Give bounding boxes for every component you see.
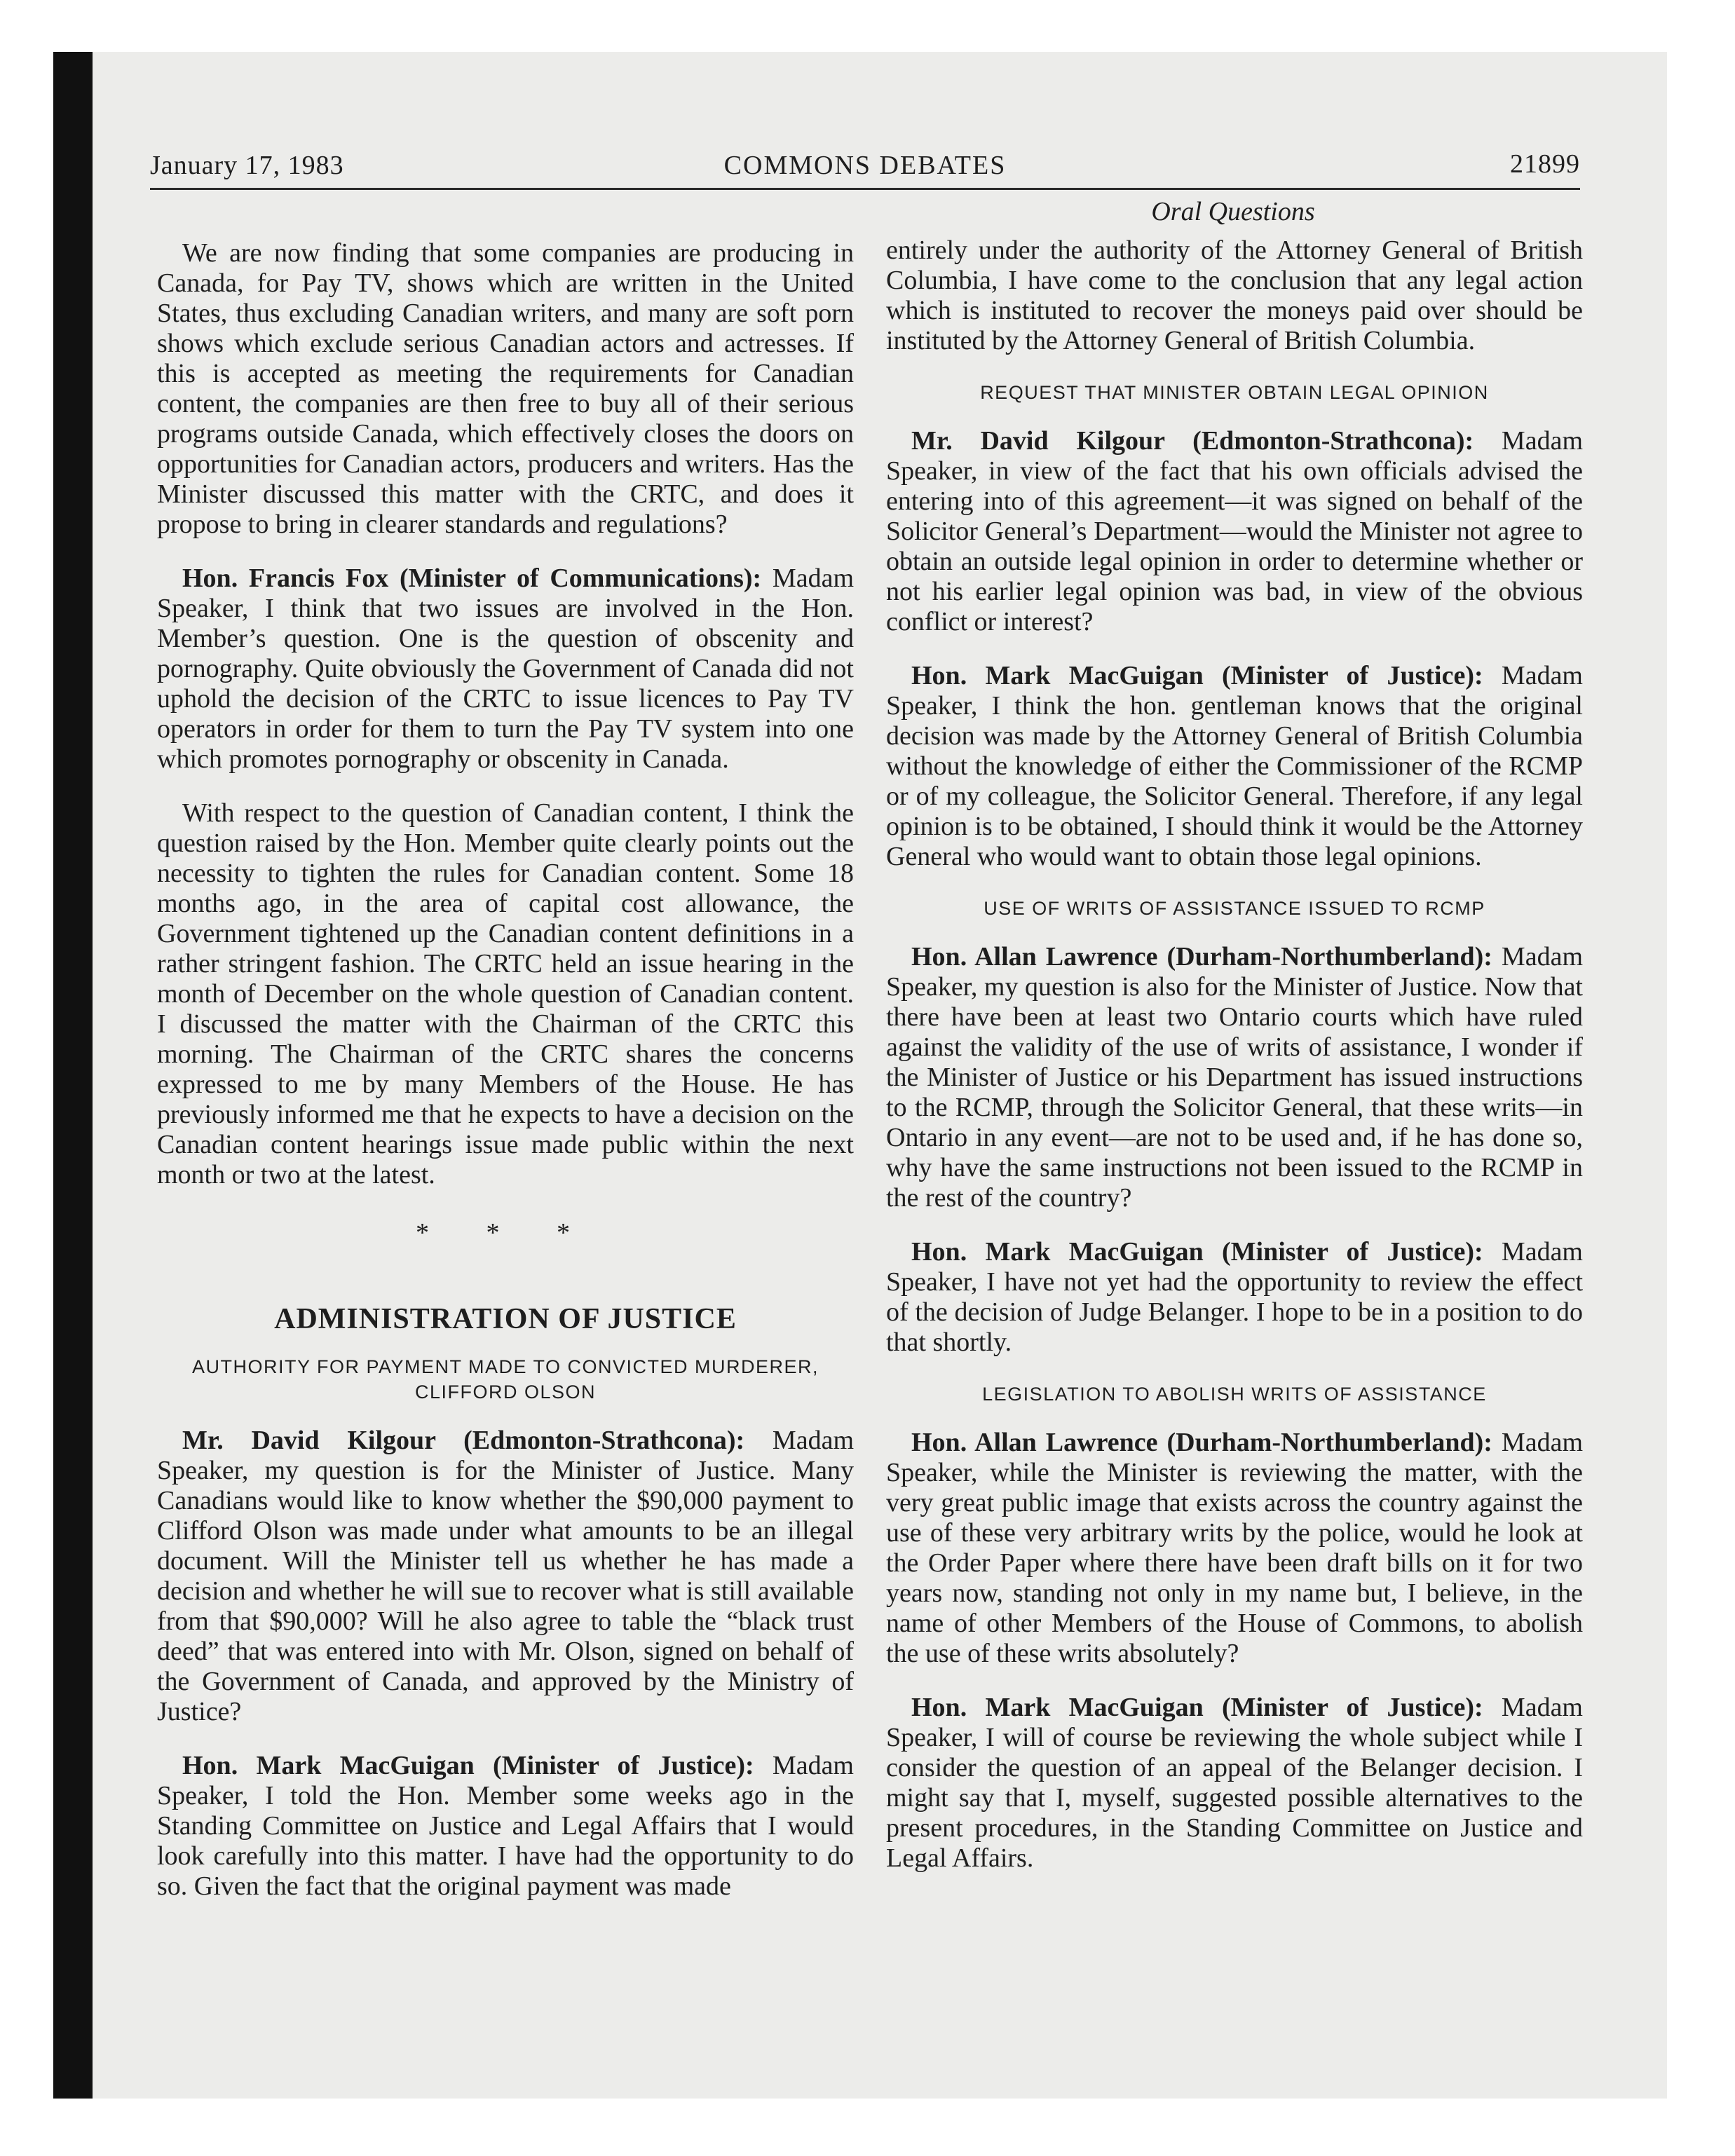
- speaker-name: Hon. Mark MacGuigan (Minister of Justice):: [182, 1751, 754, 1780]
- speech-text: Madam Speaker, my question is for the Minister of Justice. Many Canadians would like to know whether the $90,000 payment to Clifford Olson was made under what amounts to be an illegal document. Will the Minister tell us whether he has made a decision and whether he will sue to recover what is still available from that $90,000? Will he also agree to table the “black trust deed” that was entered into with Mr. Olson, signed on behalf of the Government of Canada, and approved by the Ministry of Justice?: [157, 1426, 854, 1726]
- speaker-name: Hon. Francis Fox (Minister of Communications):: [182, 564, 762, 593]
- scan-edge-bar: [53, 52, 93, 2099]
- paragraph: [886, 1428, 1583, 1669]
- speaker-name: Hon. Allan Lawrence (Durham-Northumberland):: [911, 1428, 1492, 1457]
- paragraph: [886, 661, 1583, 872]
- subheading: USE OF WRITS OF ASSISTANCE ISSUED TO RCMP: [984, 898, 1485, 919]
- speech-text: Madam Speaker, I think that two issues are involved in the Hon. Member’s question. One is the question of obscenity and pornography. Quite obviously the Government of Canada did not uphold the decision of the CRTC to issue licences to Pay TV operators in order for them to turn the Pay TV system into one which promotes pornography or obscenity in Canada.: [157, 564, 855, 774]
- speech-text: Madam Speaker, I think the hon. gentleman knows that the original decision was made by the Attorney General of British Columbia without the knowledge of either the Commissioner of the RCMP or of my colleague, the Solicitor General. Therefore, if any legal opinion is to be obtained, I should think it would be the Attorney General who would want to obtain those legal opinions.: [886, 661, 1583, 871]
- paragraph: We are now finding that some companies are producing in Canada, for Pay TV, shows which are written in the United States, thus excluding Canadian writers, and many are soft porn shows which exclude serious Canadian actors and actresses. If this is accepted as meeting the requirements for Canadian content, the companies are then free to buy all of their serious programs outside Canada, which effectively closes the doors on opportunities for Canadian actors, producers and writers. Has the Minister discussed this matter with the CRTC, and does it propose to bring in clearer standards and regulations?: [157, 238, 854, 539]
- subheading: LEGISLATION TO ABOLISH WRITS OF ASSISTANCE: [982, 1384, 1487, 1405]
- speaker-name: Hon. Allan Lawrence (Durham-Northumberland):: [911, 942, 1492, 971]
- section-divider: * * *: [416, 1218, 595, 1248]
- speaker-name: Hon. Mark MacGuigan (Minister of Justice):: [911, 1693, 1483, 1722]
- paragraph: [157, 564, 854, 775]
- header-page-number: 21899: [1510, 149, 1580, 179]
- paragraph: [886, 942, 1583, 1213]
- paragraph: [886, 1693, 1583, 1874]
- speaker-name: Hon. Mark MacGuigan (Minister of Justice):: [911, 661, 1483, 690]
- paragraph: [157, 1426, 854, 1727]
- subheading: REQUEST THAT MINISTER OBTAIN LEGAL OPINION: [980, 382, 1489, 403]
- subheading: AUTHORITY FOR PAYMENT MADE TO CONVICTED MURDERER, CLIFFORD OLSON: [191, 1356, 819, 1403]
- speech-text: Madam Speaker, my question is also for the Minister of Justice. Now that there have been at least two Ontario courts which have ruled against the validity of the use of writs of assistance, I wonder if the Minister of Justice or his Department has issued instructions to the RCMP, through the Solicitor General, that these writs—in Ontario in any event—are not to be used and, if he has done so, why have the same instructions not been issued to the RCMP in the rest of the country?: [886, 942, 1583, 1213]
- paragraph: [886, 1237, 1583, 1358]
- speech-text: Madam Speaker, in view of the fact that his own officials advised the entering into of this agreement—it was signed on behalf of the Solicitor General’s Department—would the Minister not agree to obtain an outside legal opinion in order to determine whether or not his earlier legal opinion was bad, in view of the obvious conflict or interest?: [886, 426, 1583, 636]
- paragraph: entirely under the authority of the Attorney General of British Columbia, I have come to the conclusion that any legal action which is instituted to recover the moneys paid over should be instituted by the Attorney General of British Columbia.: [886, 236, 1583, 355]
- speech-text: Madam Speaker, while the Minister is reviewing the matter, with the very great public image that exists across the country against the use of these very arbitrary writs by the police, would he look at the Order Paper where there have been draft bills on it for two years now, standing not only in my name but, I believe, in the name of other Members of the House of Commons, to abolish the use of these writs absolutely?: [886, 1428, 1583, 1668]
- speech-text: Madam Speaker, I told the Hon. Member some weeks ago in the Standing Committee on Justice and Legal Affairs that I would look carefully into this matter. I have had the opportunity to do so. Given the fact that the original payment was made: [157, 1751, 854, 1901]
- major-heading: ADMINISTRATION OF JUSTICE: [274, 1303, 737, 1335]
- speaker-name: Mr. David Kilgour (Edmonton-Strathcona):: [911, 426, 1474, 456]
- section-label: Oral Questions: [1151, 197, 1315, 226]
- header-date: January 17, 1983: [150, 151, 344, 180]
- speech-text: Madam Speaker, I have not yet had the opportunity to review the effect of the decision of Judge Belanger. I hope to be in a position to do that shortly.: [886, 1237, 1583, 1357]
- header-title: COMMONS DEBATES: [723, 151, 1007, 180]
- speaker-name: Mr. David Kilgour (Edmonton-Strathcona):: [182, 1426, 745, 1455]
- paragraph: [886, 426, 1583, 637]
- speaker-name: Hon. Mark MacGuigan (Minister of Justice):: [911, 1237, 1483, 1267]
- paragraph: [157, 1751, 854, 1902]
- right-column: [886, 236, 1583, 1897]
- page-header: [150, 149, 1580, 190]
- left-column: [157, 238, 854, 1925]
- speech-text: Madam Speaker, I will of course be reviewing the whole subject while I consider the question of an appeal of the Belanger decision. I might say that I, myself, suggested possible alternatives to the present procedures, in the Standing Committee on Justice and Legal Affairs.: [886, 1693, 1583, 1873]
- paragraph: With respect to the question of Canadian content, I think the question raised by the Hon. Member quite clearly points out the necessity to tighten the rules for Canadian content. Some 18 months ago, in the area of capital cost allowance, the Government tightened up the Canadian content definitions in a rather stringent fashion. The CRTC held an issue hearing in the month of December on the whole question of Canadian content. I discussed the matter with the Chairman of the CRTC this morning. The Chairman of the CRTC shares the concerns expressed to me by many Members of the House. He has previously informed me that he expects to have a decision on the Canadian content hearings issue made public within the next month or two at the latest.: [157, 798, 854, 1189]
